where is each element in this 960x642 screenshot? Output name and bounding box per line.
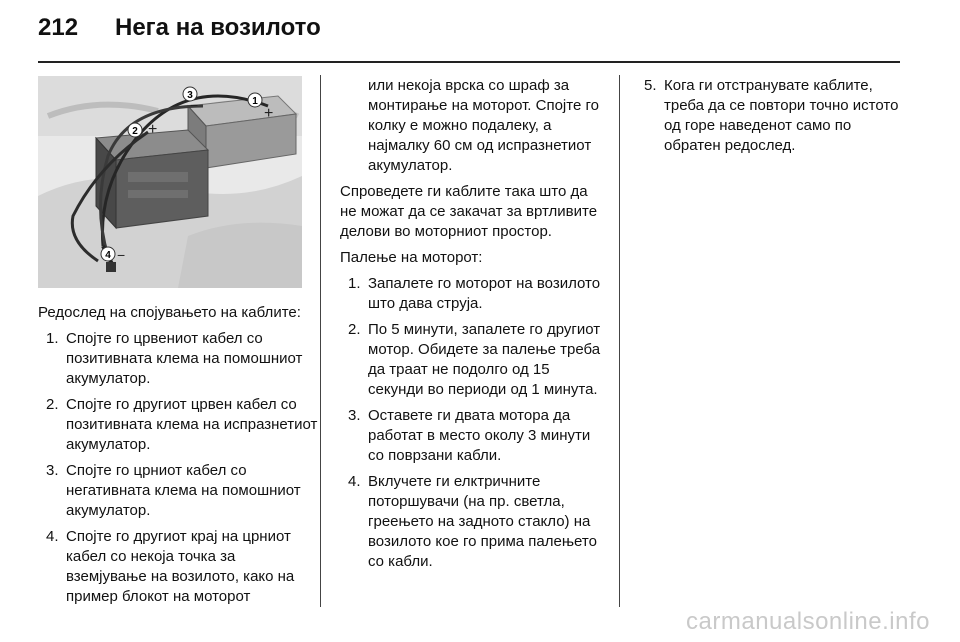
page-footer [0,604,960,642]
page-header [0,0,960,62]
page-number: 212 [38,14,79,41]
list-item: 3. Оставете ги двата мотора да работат в место околу 3 минути со поврзани кабли. [348,407,591,464]
list-item: 1. Спојте го црвениот кабел со позитивната клема на помошниот акумулатор. [46,330,303,387]
positive-terminal-label-donor: + [264,105,274,122]
svg-text:1: 1 [252,96,258,107]
svg-text:3: 3 [187,90,193,101]
list-item: 4. Вклучете ги елктричните поторшувачи (на пр. светла, греењето на задното стакло) на возилото кое го прима палењето со кабли. [348,473,597,570]
list-item: 5. Кога ги отстранувате каблите, треба да се повтори точно истото од горе наведенот само по обратен редослед. [644,77,899,154]
connection-order-intro: Редослед на спојувањето на каблите: [38,304,301,321]
column-divider-right [619,75,620,607]
callout-2 [128,123,142,137]
negative-terminal-label: − [190,97,199,113]
list-item: 4. Спојте го другиот крај на црниот кабел со некоја точка за вземјување на возилото, како на пример блокот на моторот [46,528,295,605]
starting-engine-heading: Палење на моторот: [340,249,483,266]
starting-steps [340,274,608,572]
list-item: 2. По 5 минути, запалете го другиот мотор. Обидете за палење треба да траат не подолго од 15 секунди во периоди од 1 минута. [348,321,601,398]
removal-steps [636,76,906,156]
column-1-text [38,303,320,613]
ground-point-label: − [117,247,126,263]
connection-steps [38,329,320,607]
header-divider [38,61,900,63]
step-4-continuation: или некоја врска со шраф за монтирање на моторот. Спојте го колку е можно подалеку, а најмалку 60 см од испразнетиот акумулатор. [368,77,599,174]
cable-routing-note: Спроведете ги каблите така што да не можат да се закачат за вртливите делови во моторниот простор. [340,183,598,240]
page-title: Нега на возилото [115,14,321,41]
svg-text:2: 2 [132,126,138,137]
column-3-text [636,76,906,162]
list-item: 2. Спојте го другиот црвен кабел со позитивната клема на испразнетиот акумулатор. [46,396,318,453]
list-item: 3. Спојте го црниот кабел со негативната клема на помошниот акумулатор. [46,462,301,519]
callout-1 [248,93,262,107]
callout-4 [101,247,115,261]
watermark: carmanualsonline.info [686,608,930,635]
positive-terminal-label-discharged: + [148,121,158,138]
list-item: 1. Запалете го моторот на возилото што дава струја. [348,275,601,312]
svg-text:4: 4 [105,250,111,261]
column-2-text [340,76,608,578]
jump-start-illustration [38,76,302,288]
column-divider-left [320,75,321,607]
